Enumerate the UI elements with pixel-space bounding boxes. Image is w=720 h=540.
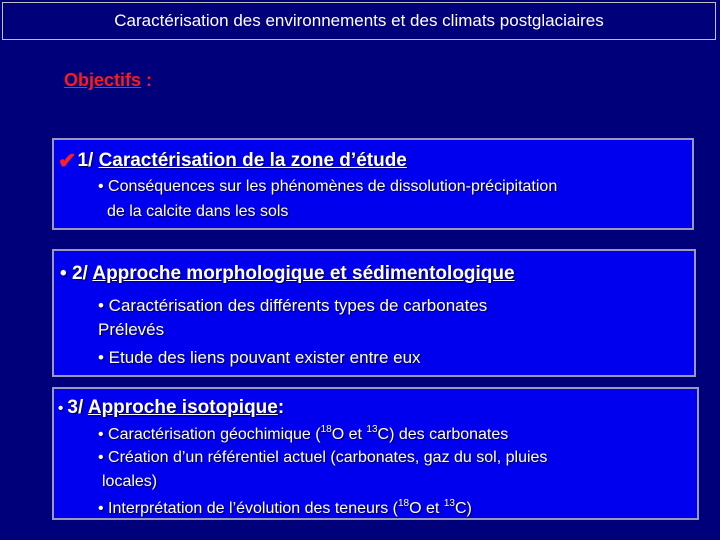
section-3-line-4-c: C) (454, 500, 472, 517)
section-3-colon: : (277, 397, 285, 418)
section-3-line-1-c: C) des carbonates (377, 426, 509, 443)
slide-title: Caractérisation des environnements et des climats postglaciaires (114, 11, 604, 30)
section-3-heading (58, 397, 284, 419)
section-3-line-4-sup-13: 13 (443, 498, 455, 509)
section-3-line-1-sup-13: 13 (366, 424, 378, 435)
section-2-heading (60, 263, 515, 285)
checkmark-icon: ✔ (58, 148, 77, 173)
section-1-line-2: de la calcite dans les sols (107, 203, 289, 220)
section-3-box (52, 387, 699, 520)
section-3-line-3: locales) (102, 473, 158, 490)
section-2-line-2: Prélevés (98, 320, 165, 339)
section-3-line-1 (98, 424, 508, 444)
section-1-number: 1/ (77, 150, 99, 171)
section-1-box (52, 138, 694, 230)
section-1-title: Caractérisation de la zone d’étude (98, 150, 407, 171)
section-3-line-1-sup-18: 18 (320, 424, 332, 435)
section-2-box (52, 249, 696, 377)
section-3-line-2: • Création d’un référentiel actuel (carbonates, gaz du sol, pluies (98, 449, 548, 466)
section-1-line-1: • Conséquences sur les phénomènes de dissolution-précipitation (98, 178, 558, 195)
section-2-line-3: • Etude des liens pouvant exister entre eux (98, 348, 421, 367)
section-2-title: Approche morphologique et sédimentologique (92, 263, 515, 284)
section-3-line-1-b: O et (331, 426, 367, 443)
section-1-heading (58, 148, 407, 174)
section-3-line-4-sup-18: 18 (398, 498, 410, 509)
objectives-heading (64, 70, 152, 91)
section-3-line-4-b: O et (409, 500, 444, 517)
section-3-bullet: • (58, 400, 68, 417)
objectives-colon: : (141, 70, 153, 90)
section-2-bullet: • (60, 263, 72, 284)
slide-title-bar (2, 2, 716, 40)
section-2-number: 2/ (71, 263, 93, 284)
section-3-line-1-a: • Caractérisation géochimique ( (98, 426, 321, 443)
section-3-title: Approche isotopique (87, 397, 278, 418)
section-2-line-1: • Caractérisation des différents types de carbonates (98, 296, 488, 315)
section-3-line-4 (98, 498, 472, 518)
objectives-label: Objectifs (64, 70, 142, 90)
section-3-number: 3/ (67, 397, 88, 418)
section-3-line-4-a: • Interprétation de l’évolution des teneurs ( (98, 500, 398, 517)
